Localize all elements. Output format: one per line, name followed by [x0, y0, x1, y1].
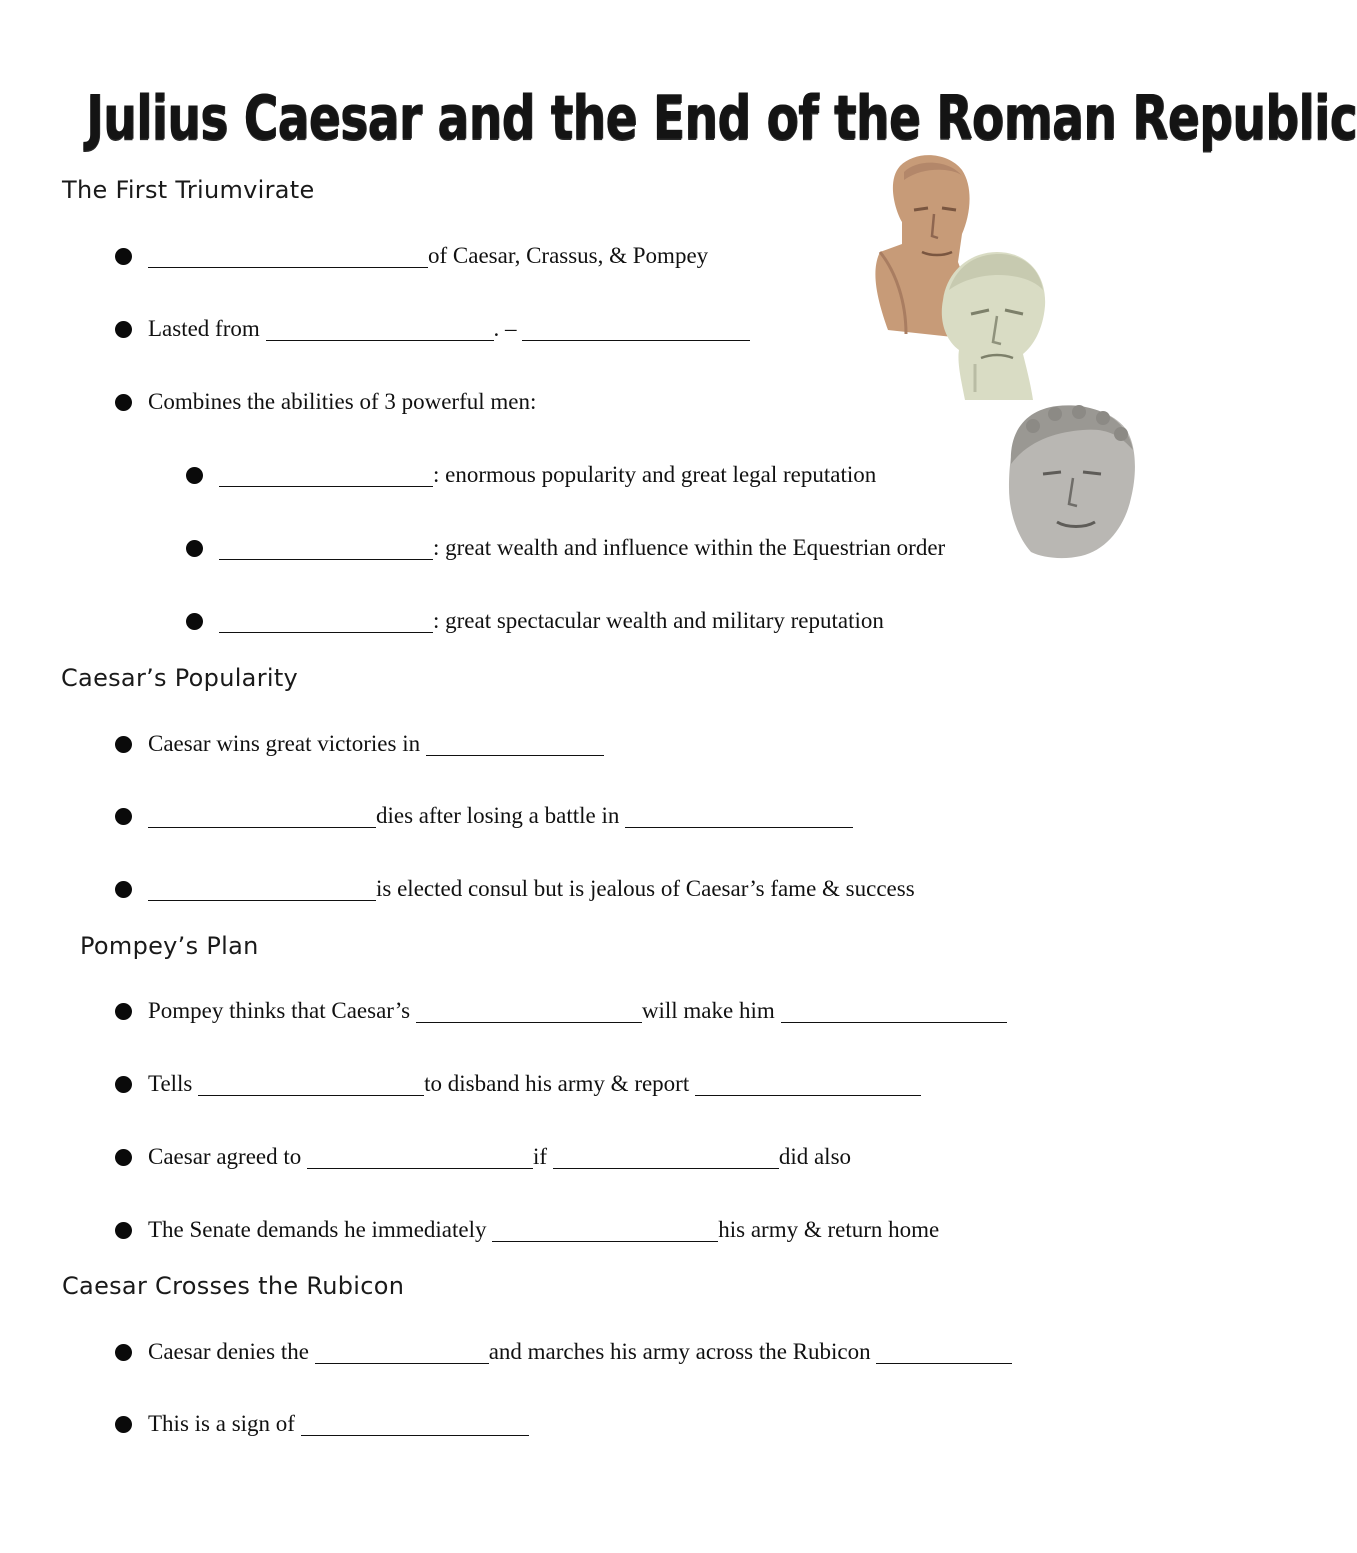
bullet-icon [186, 467, 203, 484]
bullet-icon [115, 1149, 132, 1166]
item-text: Lasted from [148, 316, 260, 341]
list-item [115, 1066, 921, 1102]
fill-in-blank[interactable] [416, 1002, 642, 1023]
section-heading-rubicon: Caesar Crosses the Rubicon [62, 1272, 405, 1300]
crassus-bust-icon [935, 250, 1050, 402]
list-item [115, 1139, 851, 1175]
fill-in-blank[interactable] [553, 1148, 779, 1169]
list-item [115, 1334, 1012, 1370]
fill-in-blank[interactable] [315, 1343, 489, 1364]
bullet-icon [115, 1076, 132, 1093]
item-text: of Caesar, Crassus, & Pompey [428, 243, 709, 268]
bullet-icon [115, 394, 132, 411]
fill-in-blank[interactable] [148, 880, 376, 901]
bullet-icon [115, 881, 132, 898]
section-heading-popularity: Caesar’s Popularity [61, 664, 299, 692]
item-separator: : [433, 608, 440, 633]
fill-in-blank[interactable] [198, 1075, 424, 1096]
bullet-icon [115, 321, 132, 338]
fill-in-blank[interactable] [307, 1148, 533, 1169]
bullet-icon [186, 540, 203, 557]
item-separator: : [433, 462, 440, 487]
list-item [115, 311, 750, 347]
bullet-icon [115, 1344, 132, 1361]
item-text: if [533, 1144, 548, 1169]
list-item [115, 726, 604, 762]
item-text: Caesar wins great victories in [148, 731, 421, 756]
item-text: Caesar denies the [148, 1339, 309, 1364]
sub-list-item [186, 530, 945, 566]
fill-in-blank[interactable] [492, 1221, 718, 1242]
item-text: . – [493, 316, 517, 341]
fill-in-blank[interactable] [148, 247, 428, 268]
item-separator: : [433, 535, 440, 560]
fill-in-blank[interactable] [266, 320, 494, 341]
section-heading-plan: Pompey’s Plan [80, 932, 259, 960]
bullet-icon [115, 248, 132, 265]
item-text: great wealth and influence within the Equestrian order [445, 535, 946, 560]
item-text: his army & return home [718, 1217, 940, 1242]
list-item [115, 384, 536, 420]
fill-in-blank[interactable] [219, 612, 433, 633]
bullet-icon [115, 736, 132, 753]
page-title: Julius Caesar and the End of the Roman Republic [86, 82, 1357, 154]
item-text: great spectacular wealth and military reputation [445, 608, 884, 633]
fill-in-blank[interactable] [148, 807, 376, 828]
list-item [115, 238, 708, 274]
list-item [115, 1406, 529, 1442]
item-text: Combines the abilities of 3 powerful men: [148, 389, 537, 414]
fill-in-blank[interactable] [522, 320, 750, 341]
item-text: Tells [148, 1071, 193, 1096]
pompey-bust-icon [1003, 404, 1138, 560]
bullet-icon [115, 1003, 132, 1020]
fill-in-blank[interactable] [426, 735, 604, 756]
item-text: dies after losing a battle in [376, 803, 620, 828]
fill-in-blank[interactable] [695, 1075, 921, 1096]
item-text: is elected consul but is jealous of Caesar’s fame & success [376, 876, 915, 901]
sub-list-item [186, 457, 876, 493]
fill-in-blank[interactable] [876, 1343, 1012, 1364]
fill-in-blank[interactable] [301, 1415, 529, 1436]
fill-in-blank[interactable] [219, 466, 433, 487]
item-text: Caesar agreed to [148, 1144, 302, 1169]
list-item [115, 993, 1007, 1029]
item-text: enormous popularity and great legal reputation [445, 462, 877, 487]
bullet-icon [115, 1222, 132, 1239]
bullet-icon [115, 808, 132, 825]
item-text: to disband his army & report [424, 1071, 690, 1096]
fill-in-blank[interactable] [219, 539, 433, 560]
item-text: The Senate demands he immediately [148, 1217, 487, 1242]
list-item [115, 1212, 939, 1248]
item-text: will make him [641, 998, 775, 1023]
sub-list-item [186, 603, 884, 639]
bullet-icon [186, 613, 203, 630]
fill-in-blank[interactable] [625, 807, 853, 828]
section-heading-triumvirate: The First Triumvirate [62, 176, 315, 204]
bullet-icon [115, 1416, 132, 1433]
list-item [115, 871, 915, 907]
item-text: did also [778, 1144, 852, 1169]
item-text: Pompey thinks that Caesar’s [148, 998, 411, 1023]
fill-in-blank[interactable] [781, 1002, 1007, 1023]
item-text: This is a sign of [148, 1411, 295, 1436]
item-text: and marches his army across the Rubicon [488, 1339, 871, 1364]
list-item [115, 798, 853, 834]
